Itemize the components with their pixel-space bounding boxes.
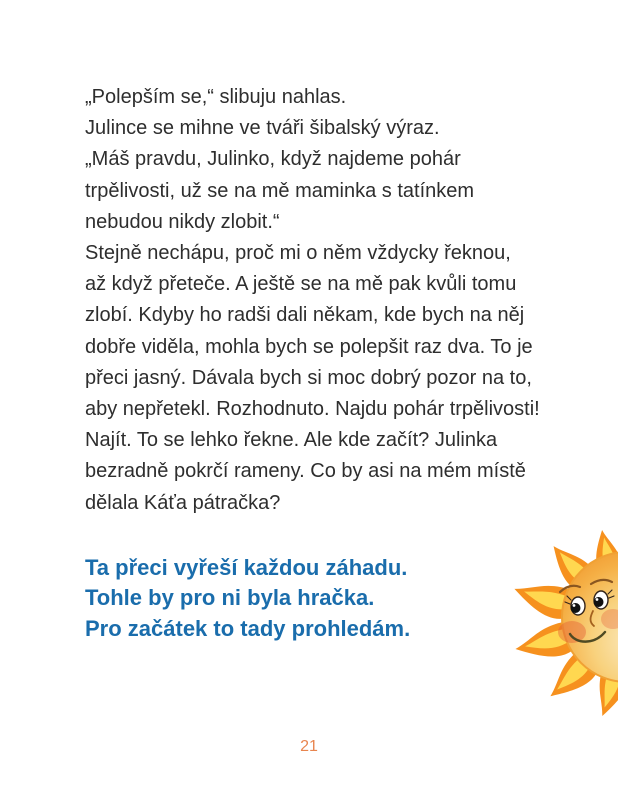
story-line: aby nepřetekl. Rozhodnuto. Najdu pohár trpělivosti! [85,398,540,421]
story-line: nebudou nikdy zlobit.“ [85,210,280,233]
story-line: „Máš pravdu, Julinko, když najdeme pohár [85,148,461,171]
sun-eyebrows [560,580,612,592]
highlight-line: Ta přeci vyřeší každou záhadu. [85,555,408,580]
story-line: dělala Káťa pátračka? [85,491,281,514]
highlight-line: Tohle by pro ni byla hračka. [85,585,375,611]
page-number: 21 [300,738,318,755]
story-line: až když přeteče. A ještě se na mě pak kvůli tomu [85,273,517,296]
story-line: zlobí. Kdyby ho radši dali někam, kde bych na něj [85,304,525,327]
sun-eye-right [594,590,615,609]
story-line: Julince se mihne ve tváři šibalský výraz. [85,117,440,140]
sun-eye-left [565,596,585,615]
story-line: bezradně pokrčí rameny. Co by asi na mém místě [85,460,526,483]
sun-group [510,527,618,720]
story-line: trpělivosti, už se na mě maminka s tatínkem [85,179,475,202]
sun-nose [591,611,595,626]
story-paragraph [85,82,555,519]
sun-cheek-left [558,621,586,643]
highlight-paragraph [85,553,525,644]
highlight-line: Pro začátek to tady prohledám. [85,615,411,641]
sun-rays [510,527,618,720]
story-line: přeci jasný. Dávala bych si moc dobrý pozor na to, [85,366,532,389]
story-line: dobře viděla, mohla bych se polepšit raz dva. To je [85,335,533,358]
story-line: Stejně nechápu, proč mi o něm vždycky řeknou, [85,242,511,265]
sun-face [562,552,618,682]
story-line: Najít. To se lehko řekne. Ale kde začít? Julinka [85,429,498,452]
story-line: „Polepším se,“ slibuju nahlas. [85,86,347,108]
sun-mouth [570,632,605,642]
sun-cheek-right [601,609,618,629]
